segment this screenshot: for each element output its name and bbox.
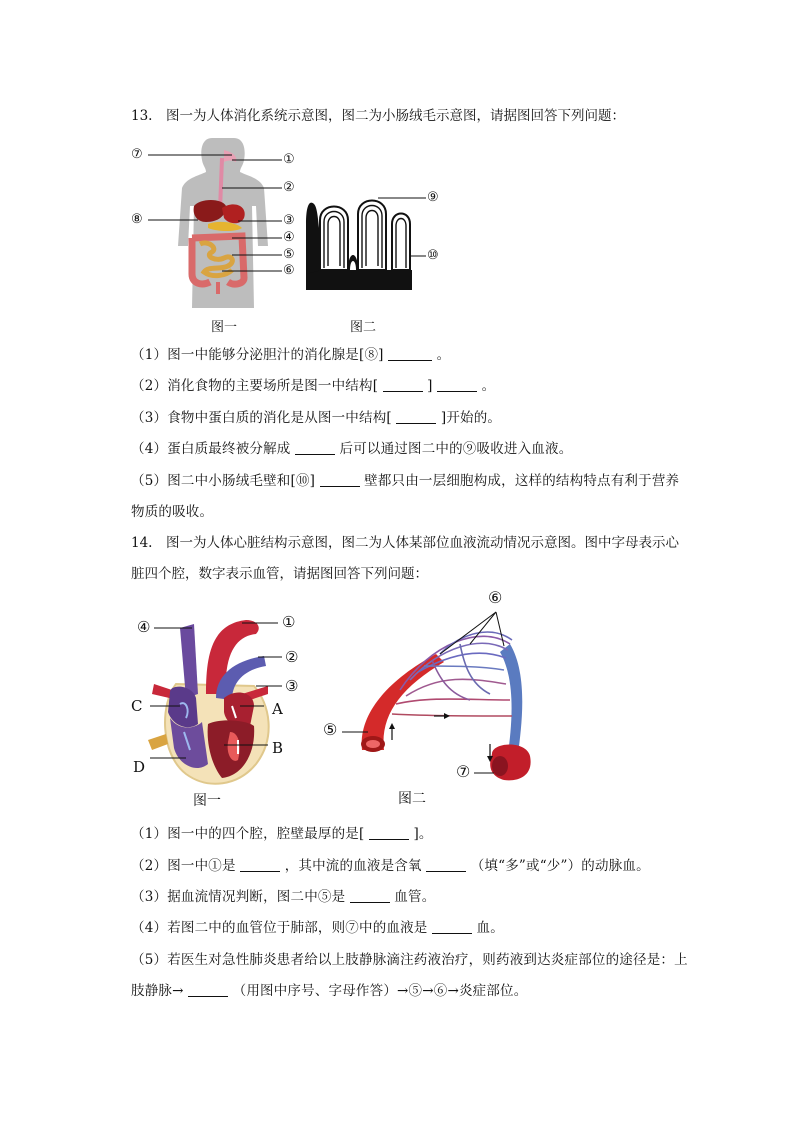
heart-label-B: B — [272, 739, 284, 757]
answer-blank[interactable] — [426, 859, 466, 872]
label-4: ④ — [283, 230, 295, 245]
q13-item-5: （5）图二中小肠绒毛壁和[⑩] 壁都只由一层细胞构成，这样的结构特点有利于营养 — [131, 473, 680, 489]
heart-label-A: A — [272, 700, 283, 718]
vessel-label-5: ⑤ — [323, 720, 338, 739]
heart-label-3: ③ — [285, 677, 299, 695]
label-2: ② — [283, 180, 295, 195]
q13-item-2: （2）消化食物的主要场所是图一中结构[ ] 。 — [131, 378, 496, 394]
q14-title-line2: 脏四个腔，数字表示血管，请据图回答下列问题： — [131, 566, 428, 582]
q13-item-3: （3）食物中蛋白质的消化是从图一中结构[ ]开始的。 — [131, 410, 502, 426]
label-1: ① — [283, 152, 295, 167]
heart-label-2: ② — [285, 648, 299, 666]
heart-label-4: ④ — [137, 618, 151, 636]
answer-blank[interactable] — [432, 921, 472, 934]
label-7: ⑦ — [131, 147, 143, 162]
label-9: ⑨ — [427, 190, 439, 205]
heart-label-C: C — [131, 697, 143, 715]
q14-item-1: （1）图一中的四个腔，腔壁最厚的是[ ]。 — [131, 826, 433, 842]
fig1-caption: 图一 — [211, 320, 238, 335]
q14-item-5: （5）若医生对急性肺炎患者给以上肢静脉滴注药液治疗，则药液到达炎症部位的途径是：上 — [131, 952, 688, 968]
answer-blank[interactable] — [350, 890, 390, 903]
q14-item-4: （4）若图二中的血管位于肺部，则⑦中的血液是 血。 — [131, 920, 504, 936]
q13-item-1: （1）图一中能够分泌胆汁的消化腺是[⑧] 。 — [131, 347, 451, 363]
heart-label-D: D — [133, 758, 146, 776]
fig2-caption: 图二 — [350, 320, 377, 335]
answer-blank[interactable] — [188, 984, 228, 997]
q14-item-5-cont: 肢静脉→ （用图中序号、字母作答）→⑤→⑥→炎症部位。 — [131, 983, 528, 999]
q14-item-3: （3）据血流情况判断，图二中⑤是 血管。 — [131, 889, 436, 905]
answer-blank[interactable] — [240, 859, 280, 872]
q14-item-2: （2）图一中①是 ，其中流的血液是含氧 （填“多”或“少”）的动脉血。 — [131, 858, 650, 874]
heart-label-1: ① — [282, 613, 296, 631]
label-5: ⑤ — [283, 247, 295, 262]
label-8: ⑧ — [131, 212, 143, 227]
vessel-label-7: ⑦ — [456, 762, 471, 781]
q14-title-line1: 14. 图一为人体心脏结构示意图，图二为人体某部位血液流动情况示意图。图中字母表示心 — [131, 535, 679, 551]
vessel-label-6: ⑥ — [488, 588, 503, 607]
label-10: ⑩ — [427, 248, 439, 263]
label-3: ③ — [283, 213, 295, 228]
q13-item-5-cont: 物质的吸收。 — [131, 504, 214, 520]
answer-blank[interactable] — [369, 827, 409, 840]
label-6: ⑥ — [283, 263, 295, 278]
q13-title: 13. 图一为人体消化系统示意图，图二为小肠绒毛示意图，请据图回答下列问题： — [131, 108, 625, 124]
heart-fig-caption: 图一 — [193, 793, 221, 809]
q13-item-4: （4）蛋白质最终被分解成 后可以通过图二中的⑨吸收进入血液。 — [131, 441, 573, 457]
vessel-fig-caption: 图二 — [398, 791, 426, 807]
